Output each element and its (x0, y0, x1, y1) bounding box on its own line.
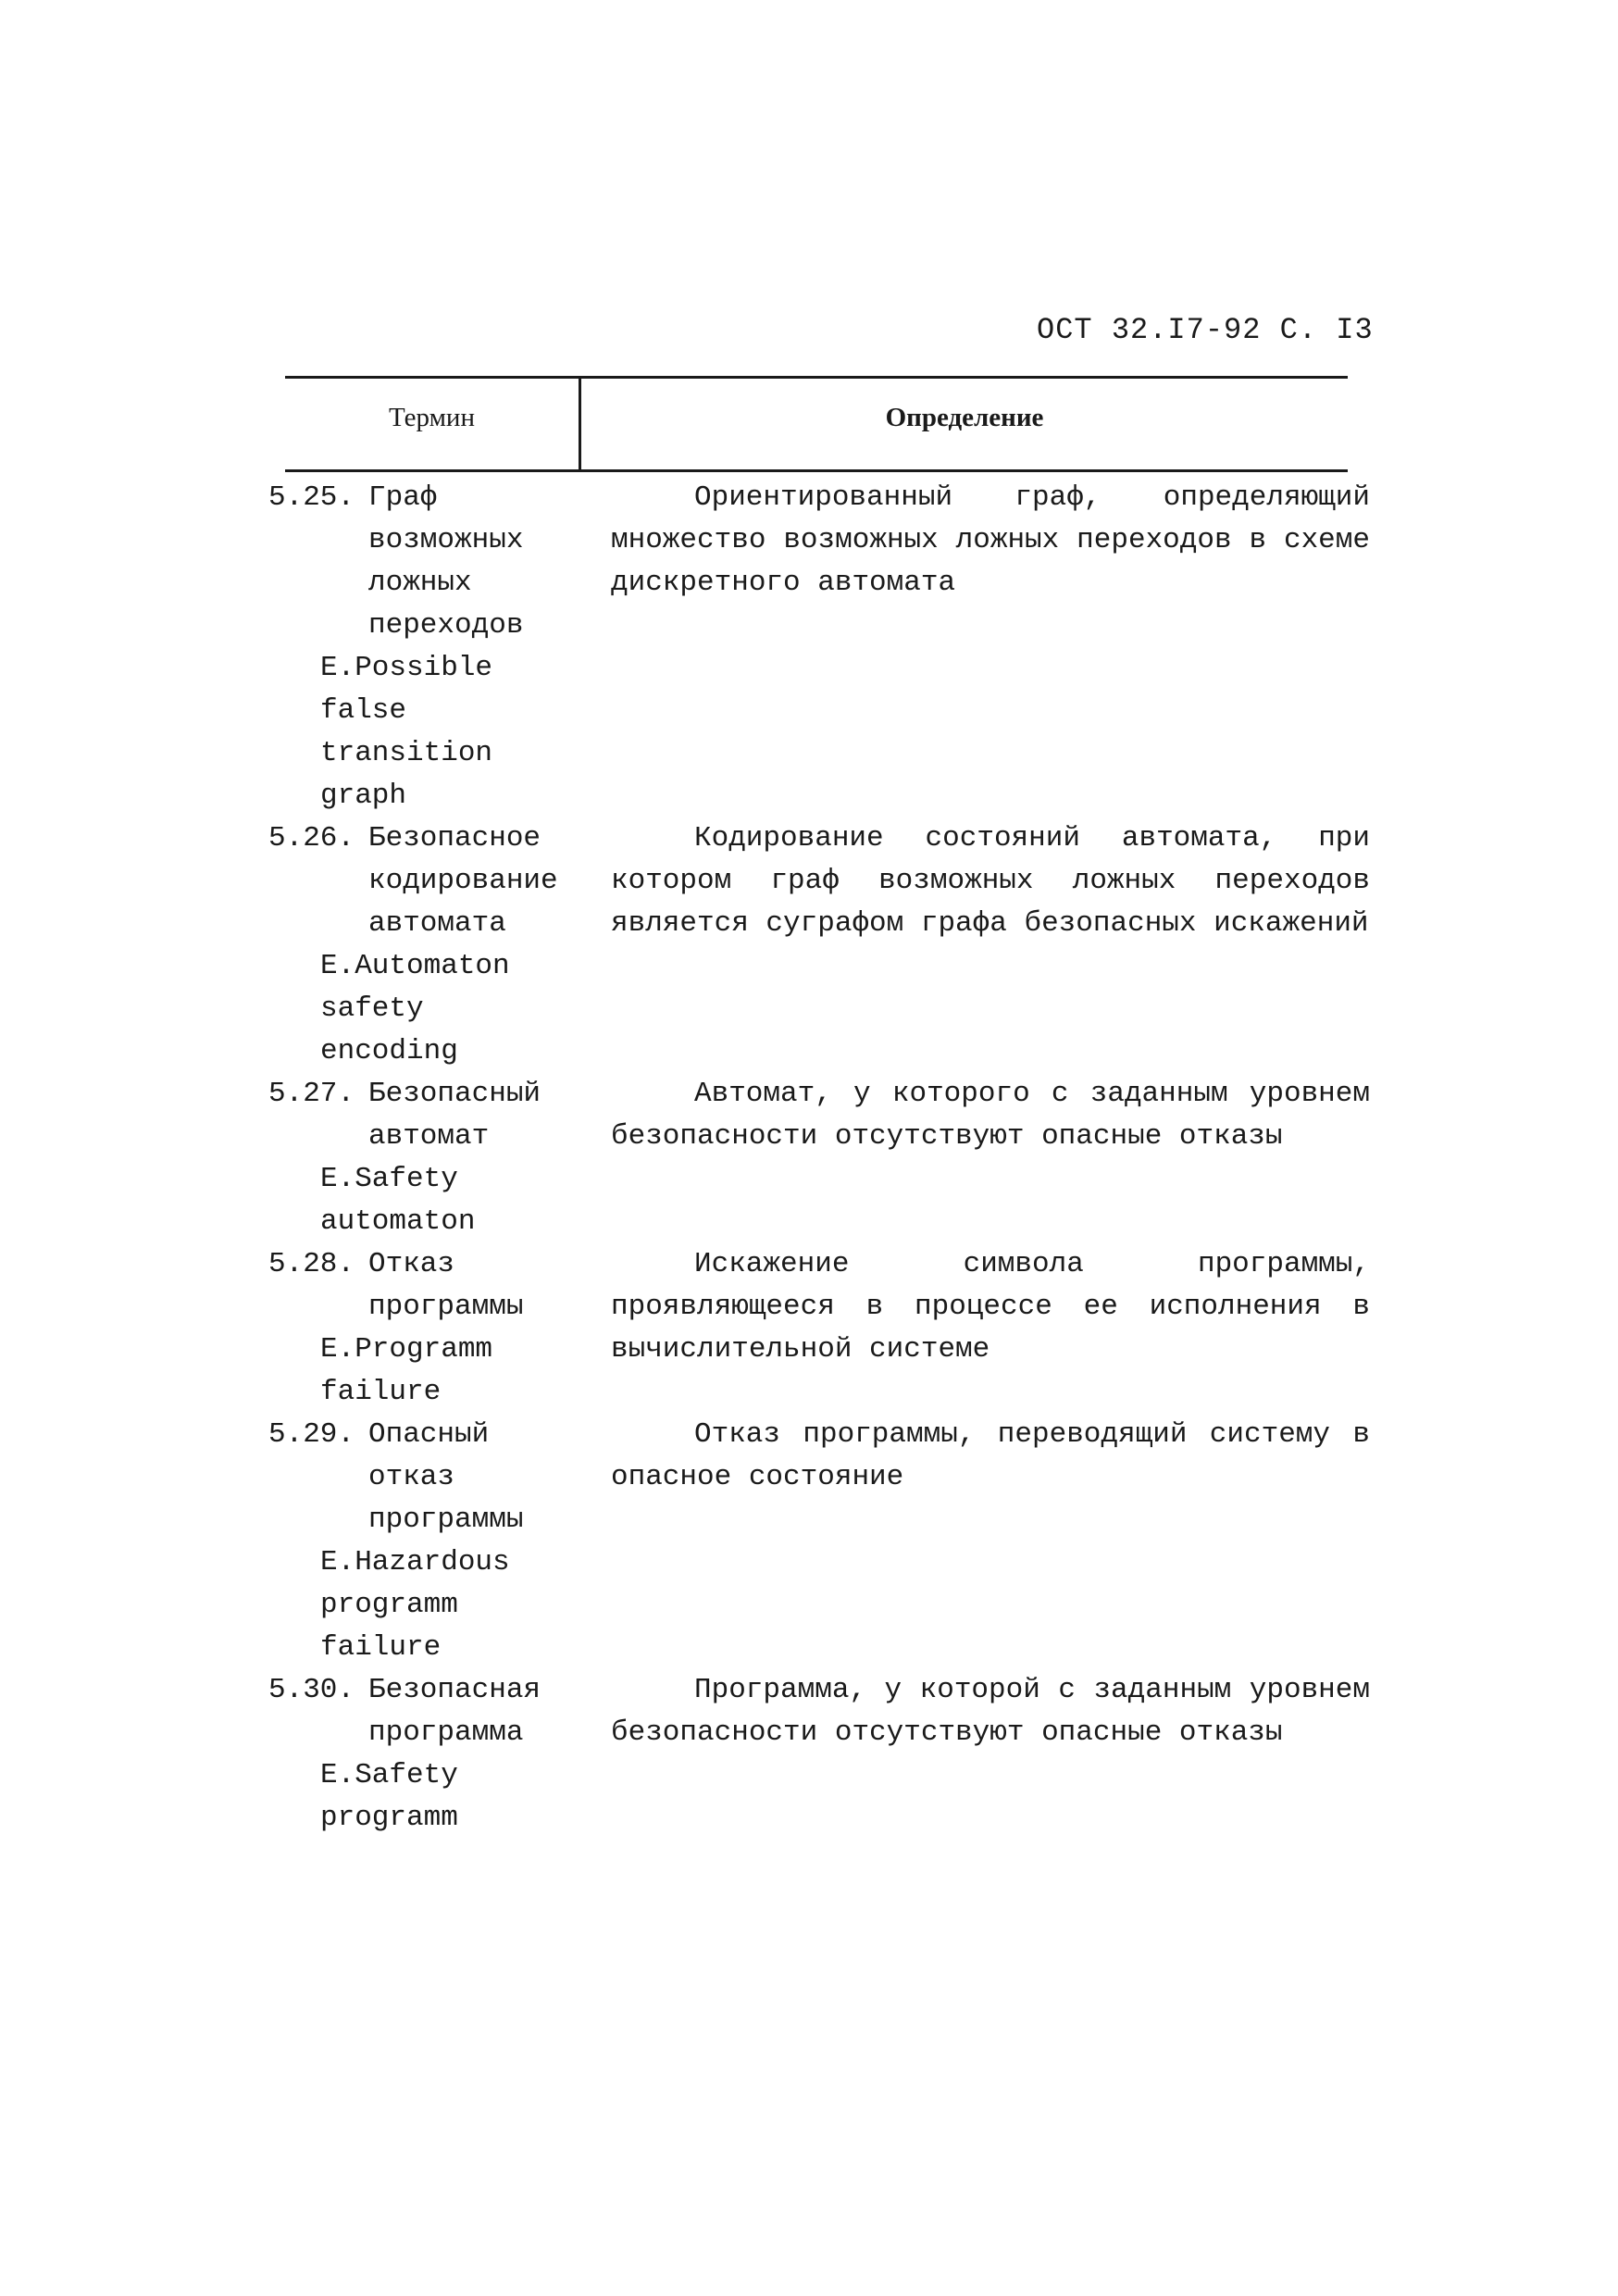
term-number: 5.28. (268, 1248, 355, 1280)
term-english: E.Automaton safety encoding (320, 950, 510, 1067)
term-english: E.Safety programm (320, 1759, 458, 1834)
page-header: ОСТ 32.I7-92 С. I3 (1037, 313, 1374, 347)
term-definition: Программа, у которой с заданным уровнем безопасности отсутствуют опасные отказы (611, 1674, 1370, 1749)
term-russian: Безопасная программа (368, 1674, 541, 1749)
column-header-term: Термин (389, 403, 475, 432)
term-russian: Безопасное кодирование автомата (368, 822, 558, 940)
term-number: 5.26. (268, 822, 355, 855)
table-row (268, 1073, 1370, 1243)
term-russian: Отказ программы (368, 1248, 524, 1323)
term-definition: Кодирование состояний автомата, при котором граф возможных ложных переходов является суграфом графа безопасных искажений (611, 822, 1370, 940)
term-cell (268, 817, 602, 1073)
term-number: 5.27. (268, 1078, 355, 1110)
table-row (268, 1243, 1370, 1414)
term-number: 5.25. (268, 481, 355, 514)
term-english: E.Possible false transition graph (320, 652, 493, 812)
term-cell (268, 1073, 602, 1243)
term-russian: Граф возможных ложных переходов (368, 481, 524, 642)
term-english: E.Safety automaton (320, 1163, 476, 1238)
terms-table-body (268, 477, 1370, 1840)
table-header (285, 376, 1348, 472)
term-cell (268, 1243, 602, 1414)
term-definition: Ориентированный граф, определяющий множество возможных ложных переходов в схеме дискретного автомата (611, 481, 1370, 599)
term-russian: Опасный отказ программы (368, 1418, 524, 1536)
table-row (268, 817, 1370, 1073)
term-number: 5.29. (268, 1418, 355, 1451)
term-russian: Безопасный автомат (368, 1078, 541, 1153)
table-row (268, 1669, 1370, 1840)
table-row (268, 1414, 1370, 1669)
term-cell (268, 1414, 602, 1669)
term-english: E.Programm failure (320, 1333, 493, 1408)
term-cell (268, 1669, 602, 1840)
table-row (268, 477, 1370, 817)
term-definition: Отказ программы, переводящий систему в опасное состояние (611, 1418, 1370, 1493)
column-header-definition: Определение (885, 403, 1044, 432)
term-english: E.Hazardous programm failure (320, 1546, 510, 1664)
term-cell (268, 477, 602, 817)
term-definition: Искажение символа программы, проявляющееся в процессе ее исполнения в вычислительной системе (611, 1248, 1370, 1366)
term-definition: Автомат, у которого с заданным уровнем безопасности отсутствуют опасные отказы (611, 1078, 1370, 1153)
term-number: 5.30. (268, 1674, 355, 1706)
